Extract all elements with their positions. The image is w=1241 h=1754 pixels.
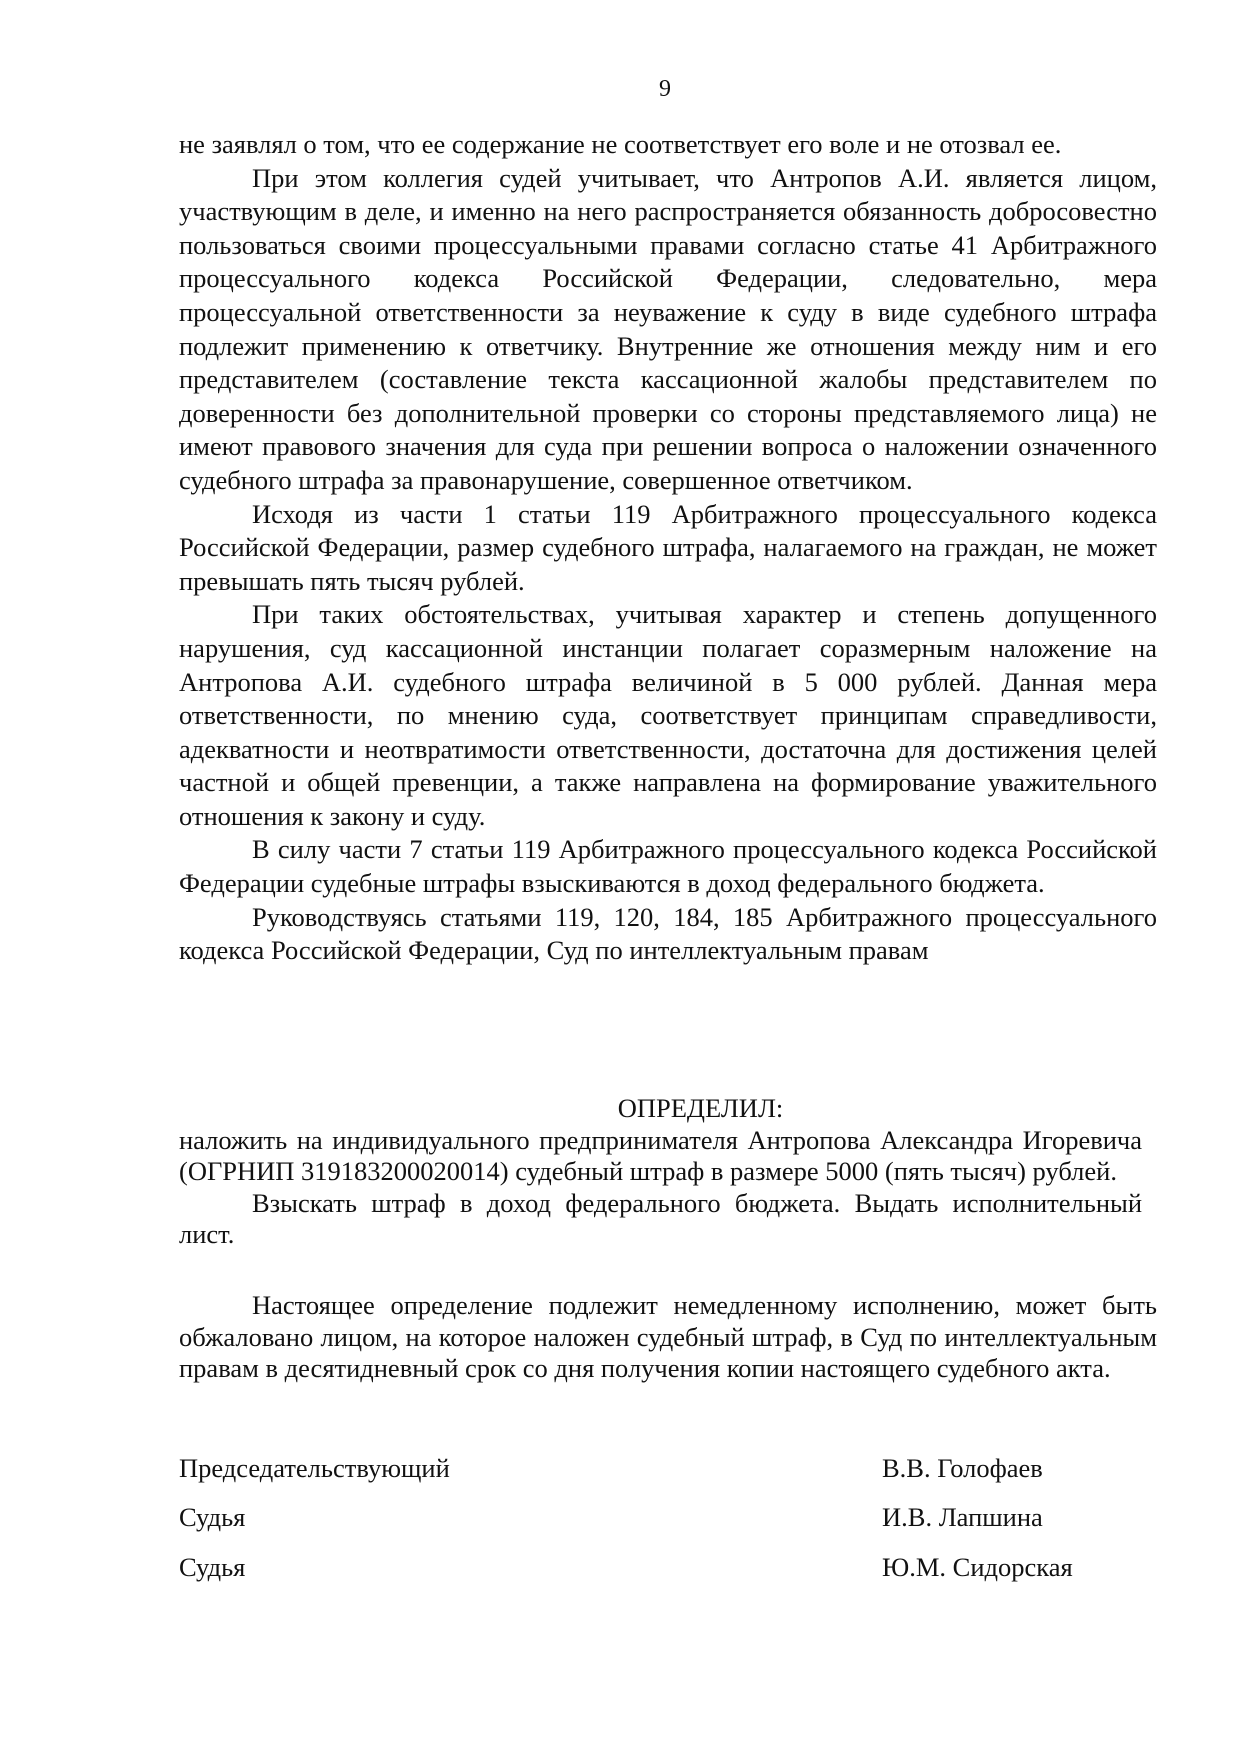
paragraph-collegium: При этом коллегия судей учитывает, что Антропов А.И. является лицом, участвующим в деле, и именно на него распространяется обязанность добросовестно пользоваться своими процессуальными правами согласно статье 41 Арбитражного процессуального кодекса Российской Федерации, следовательно, мера процессуальной ответственности за неуважение к суду в виде судебного штрафа подлежит применению к ответчику. Внутренние же отношения между ним и его представителем (составление текста кассационной жалобы представителем по доверенности без дополнительной проверки со стороны представляемого лица) не имеют правового значения для суда при решении вопроса о наложении означенного судебного штрафа за правонарушение, совершенное ответчиком. <box>179 162 1157 495</box>
page-number: 9 <box>659 76 671 102</box>
decision-text-collect: Взыскать штраф в доход федерального бюджета. Выдать исполнительный лист. <box>179 1187 1142 1249</box>
signature-name: Ю.М. Сидорская <box>882 1552 1073 1582</box>
signature-role: Судья <box>179 1502 246 1532</box>
signature-name: И.В. Лапшина <box>882 1502 1043 1532</box>
final-paragraph: Настоящее определение подлежит немедленному исполнению, может быть обжаловано лицом, на которое наложен судебный штраф, в Суд по интеллектуальным правам в десятидневный срок со дня получения копии настоящего судебного акта. <box>179 1290 1157 1383</box>
decision-section <box>179 1093 1142 1251</box>
decision-heading: ОПРЕДЕЛИЛ: <box>617 1093 784 1123</box>
signature-name: В.В. Голофаев <box>882 1453 1043 1483</box>
signature-role: Председательствующий <box>179 1453 450 1483</box>
final-section <box>179 1290 1157 1385</box>
document-body <box>179 128 1157 968</box>
paragraph-article-119-part-1: Исходя из части 1 статьи 119 Арбитражного процессуального кодекса Российской Федерации, размер судебного штрафа, налагаемого на граждан, не может превышать пять тысяч рублей. <box>179 498 1157 596</box>
signature-role: Судья <box>179 1552 246 1582</box>
paragraph-guided-by: Руководствуясь статьями 119, 120, 184, 185 Арбитражного процессуального кодекса Российской Федерации, Суд по интеллектуальным правам <box>179 901 1157 966</box>
paragraph-continuation: не заявлял о том, что ее содержание не соответствует его воле и не отозвал ее. <box>179 129 1062 159</box>
paragraph-article-119-part-7: В силу части 7 статьи 119 Арбитражного процессуального кодекса Российской Федерации судебные штрафы взыскиваются в доход федерального бюджета. <box>179 834 1157 899</box>
paragraph-circumstances: При таких обстоятельствах, учитывая характер и степень допущенного нарушения, суд кассационной инстанции полагает соразмерным наложение на Антропова А.И. судебного штрафа величиной в 5 000 рублей. Данная мера ответственности, по мнению суда, соответствует принципам справедливости, адекватности и неотвратимости ответственности, достаточна для достижения целей частной и общей превенции, а также направлена на формирование уважительного отношения к закону и суду. <box>179 599 1157 831</box>
decision-text-fine: наложить на индивидуального предпринимателя Антропова Александра Игоревича (ОГРНИП 319183200020014) судебный штраф в размере 5000 (пять тысяч) рублей. <box>179 1124 1142 1186</box>
